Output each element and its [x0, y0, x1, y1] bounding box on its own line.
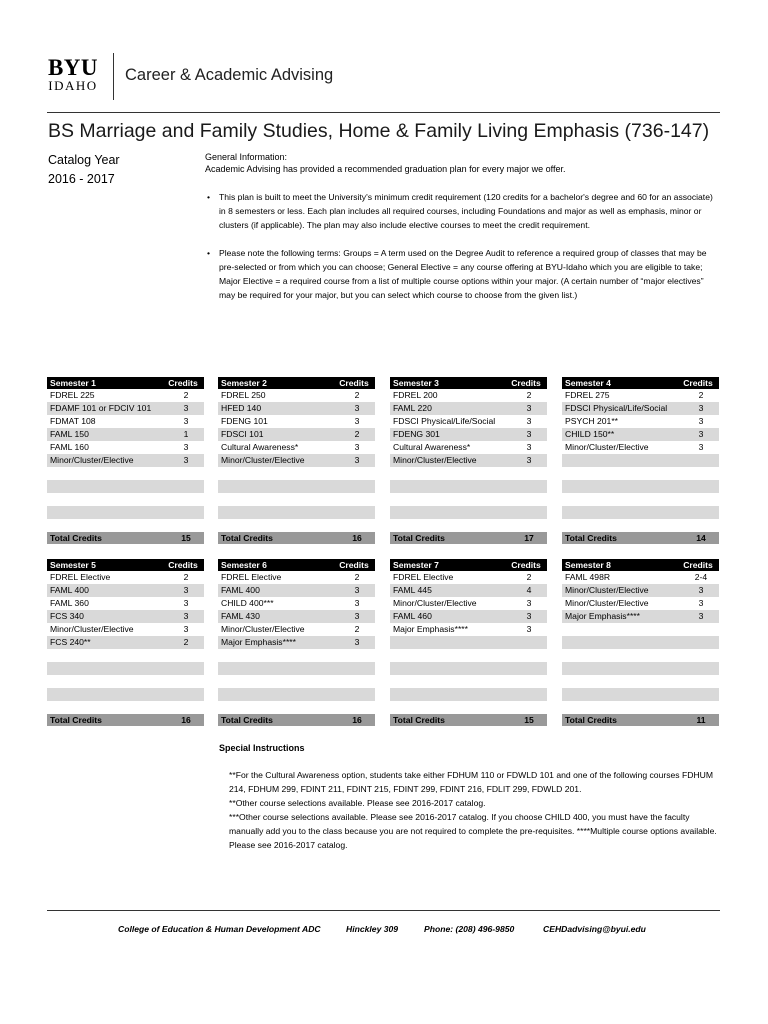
course-row	[562, 701, 719, 714]
course-row	[47, 415, 204, 428]
course-row	[47, 519, 204, 532]
course-name: FDSCI Physical/Life/Social	[565, 403, 668, 413]
semester-block	[47, 559, 204, 725]
course-row	[47, 571, 204, 584]
course-name: FDREL 275	[565, 390, 610, 400]
course-name: PSYCH 201**	[565, 416, 619, 426]
course-credits: 2	[183, 637, 189, 647]
semester-header	[47, 559, 204, 571]
course-row	[218, 441, 375, 454]
course-name: FDREL 250	[221, 390, 266, 400]
course-credits: 3	[354, 611, 360, 621]
course-row	[562, 623, 719, 636]
course-credits: 3	[183, 455, 189, 465]
logo-idaho-text: IDAHO	[48, 78, 98, 93]
course-row	[218, 480, 375, 493]
course-credits: 3	[183, 611, 189, 621]
semester-block	[390, 559, 547, 725]
credits-header: Credits	[168, 560, 198, 570]
course-credits: 3	[354, 416, 360, 426]
course-row	[390, 415, 547, 428]
course-credits: 2	[354, 429, 360, 439]
course-row	[47, 610, 204, 623]
semester-name: Semester 5	[50, 560, 96, 570]
course-row	[218, 571, 375, 584]
course-row	[218, 623, 375, 636]
course-row	[47, 467, 204, 480]
total-credits-value: 14	[696, 533, 706, 543]
course-credits	[686, 662, 716, 675]
course-name: FDENG 301	[393, 429, 440, 439]
course-name: FAML 400	[50, 585, 89, 595]
general-info-title: General Information:	[205, 152, 288, 162]
course-credits	[342, 493, 372, 506]
course-credits	[171, 662, 201, 675]
semester-name: Semester 1	[50, 378, 96, 388]
header-rule	[47, 112, 720, 113]
course-row	[390, 506, 547, 519]
total-credits-value: 16	[181, 715, 191, 725]
course-row	[390, 454, 547, 467]
course-credits	[686, 636, 716, 649]
course-row	[390, 675, 547, 688]
course-credits	[342, 480, 372, 493]
course-credits	[514, 649, 544, 662]
semester-name: Semester 8	[565, 560, 611, 570]
course-row	[390, 519, 547, 532]
course-credits	[686, 675, 716, 688]
course-credits: 2	[354, 624, 360, 634]
course-row	[562, 389, 719, 402]
course-credits	[171, 701, 201, 714]
total-credits-label: Total Credits	[565, 533, 617, 543]
course-credits	[686, 623, 716, 636]
semester-header	[218, 559, 375, 571]
course-name: HFED 140	[221, 403, 262, 413]
course-credits	[342, 701, 372, 714]
course-credits: 3	[698, 611, 704, 621]
course-credits: 3	[698, 403, 704, 413]
course-row	[47, 688, 204, 701]
course-name: FDMAT 108	[50, 416, 96, 426]
credits-header: Credits	[683, 378, 713, 388]
course-row	[218, 415, 375, 428]
course-credits	[514, 662, 544, 675]
course-credits: 2	[526, 572, 532, 582]
course-credits: 3	[183, 416, 189, 426]
course-row	[47, 480, 204, 493]
course-row	[218, 636, 375, 649]
course-row	[218, 675, 375, 688]
course-row	[390, 480, 547, 493]
course-name: Minor/Cluster/Elective	[393, 455, 477, 465]
course-row	[47, 636, 204, 649]
total-credits-value: 15	[181, 533, 191, 543]
semester-header	[218, 377, 375, 389]
total-credits-label: Total Credits	[565, 715, 617, 725]
course-credits: 3	[526, 403, 532, 413]
course-row	[47, 597, 204, 610]
semester-block	[562, 559, 719, 725]
course-credits	[171, 480, 201, 493]
course-credits: 3	[354, 585, 360, 595]
course-credits: 2	[354, 572, 360, 582]
course-row	[218, 519, 375, 532]
byu-idaho-logo	[44, 57, 102, 93]
course-name: Minor/Cluster/Elective	[393, 598, 477, 608]
total-credits-row	[218, 532, 375, 544]
logo-byu-text: BYU	[47, 55, 99, 80]
course-name: FDSCI 101	[221, 429, 264, 439]
special-instructions-title: Special Instructions	[219, 743, 305, 753]
footer-college: College of Education & Human Development ADC	[118, 924, 321, 934]
course-name: Minor/Cluster/Elective	[50, 455, 134, 465]
course-name: FAML 160	[50, 442, 89, 452]
course-name: FAML 498R	[565, 572, 611, 582]
special-instruction-line: **For the Cultural Awareness option, students take either FDHUM 110 or FDWLD 101 and one of the following courses FDHUM 214, FDHUM 299, FDINT 211, FDINT 215, FDINT 299, FDINT 216, FDLIT 299, FDWLD 201.	[229, 770, 714, 794]
special-instructions-body	[229, 768, 719, 852]
department-name: Career & Academic Advising	[125, 66, 334, 84]
course-name: FCS 240**	[50, 637, 91, 647]
course-name: CHILD 150**	[565, 429, 615, 439]
course-row	[390, 597, 547, 610]
course-credits: 4	[526, 585, 532, 595]
course-credits	[171, 493, 201, 506]
course-credits	[171, 649, 201, 662]
course-row	[218, 454, 375, 467]
course-row	[562, 610, 719, 623]
course-name: FAML 400	[221, 585, 260, 595]
course-credits: 3	[526, 598, 532, 608]
course-credits	[514, 636, 544, 649]
semester-header	[390, 377, 547, 389]
course-credits: 3	[526, 416, 532, 426]
course-name: FDREL 200	[393, 390, 438, 400]
credits-header: Credits	[339, 560, 369, 570]
course-row	[562, 402, 719, 415]
course-row	[562, 467, 719, 480]
course-row	[47, 649, 204, 662]
course-credits	[171, 519, 201, 532]
general-info-bullet: • This plan is built to meet the University's minimum credit requirement (120 credits for a bachelor's degree and 60 for an associate) in 8 semesters or less. Each plan includes all required courses, including Foundations and major as well as emphasis, minor or clusters (if applicable). The plan may also include elective courses to meet the credit requirement.	[205, 190, 715, 232]
course-credits: 3	[183, 598, 189, 608]
course-credits	[686, 688, 716, 701]
course-name: CHILD 400***	[221, 598, 274, 608]
course-row	[218, 610, 375, 623]
semester-block	[562, 377, 719, 543]
course-credits: 3	[526, 429, 532, 439]
course-row	[218, 584, 375, 597]
catalog-label: Catalog Year	[48, 153, 120, 167]
course-credits: 3	[354, 598, 360, 608]
course-credits	[342, 506, 372, 519]
course-name: FDAMF 101 or FDCIV 101	[50, 403, 152, 413]
course-name: FDREL Elective	[393, 572, 454, 582]
course-row	[47, 428, 204, 441]
course-row	[47, 454, 204, 467]
semester-block	[218, 559, 375, 725]
course-credits	[686, 506, 716, 519]
semester-block	[390, 377, 547, 543]
course-row	[218, 389, 375, 402]
course-row	[47, 662, 204, 675]
course-credits	[514, 493, 544, 506]
total-credits-row	[562, 532, 719, 544]
course-row	[390, 584, 547, 597]
course-row	[218, 688, 375, 701]
course-name: FAML 430	[221, 611, 260, 621]
course-credits: 3	[183, 624, 189, 634]
total-credits-value: 16	[352, 533, 362, 543]
course-credits	[514, 467, 544, 480]
course-credits	[686, 701, 716, 714]
footer-phone: Phone: (208) 496-9850	[424, 924, 515, 934]
semester-name: Semester 7	[393, 560, 439, 570]
course-credits: 3	[698, 416, 704, 426]
course-row	[562, 519, 719, 532]
course-name: FAML 445	[393, 585, 432, 595]
course-name: Minor/Cluster/Elective	[221, 455, 305, 465]
semester-name: Semester 6	[221, 560, 267, 570]
course-row	[390, 493, 547, 506]
course-credits: 2-4	[694, 572, 708, 582]
total-credits-label: Total Credits	[50, 533, 102, 543]
total-credits-row	[390, 714, 547, 726]
total-credits-row	[47, 714, 204, 726]
total-credits-row	[218, 714, 375, 726]
semester-header	[562, 377, 719, 389]
special-instruction-line: **Other course selections available. Please see 2016-2017 catalog.	[229, 798, 486, 808]
course-name: Minor/Cluster/Elective	[221, 624, 305, 634]
catalog-year: 2016 - 2017	[48, 172, 115, 186]
course-name: Minor/Cluster/Elective	[565, 598, 649, 608]
course-row	[218, 649, 375, 662]
semester-name: Semester 3	[393, 378, 439, 388]
course-credits: 3	[526, 611, 532, 621]
course-row	[218, 597, 375, 610]
course-credits	[171, 688, 201, 701]
semester-name: Semester 2	[221, 378, 267, 388]
course-name: Minor/Cluster/Elective	[50, 624, 134, 634]
course-credits: 3	[526, 624, 532, 634]
course-credits: 3	[183, 403, 189, 413]
course-credits	[686, 480, 716, 493]
course-row	[218, 493, 375, 506]
course-row	[562, 415, 719, 428]
course-credits	[342, 519, 372, 532]
course-row	[47, 441, 204, 454]
course-row	[390, 662, 547, 675]
total-credits-label: Total Credits	[393, 533, 445, 543]
total-credits-label: Total Credits	[221, 715, 273, 725]
course-row	[47, 701, 204, 714]
course-credits: 3	[698, 585, 704, 595]
header-divider	[113, 53, 114, 100]
course-credits	[686, 467, 716, 480]
course-credits: 3	[183, 442, 189, 452]
course-credits	[514, 519, 544, 532]
semester-name: Semester 4	[565, 378, 611, 388]
total-credits-row	[47, 532, 204, 544]
credits-header: Credits	[339, 378, 369, 388]
total-credits-value: 15	[524, 715, 534, 725]
course-row	[562, 584, 719, 597]
course-row	[390, 402, 547, 415]
course-row	[218, 662, 375, 675]
course-row	[218, 467, 375, 480]
course-row	[562, 636, 719, 649]
course-credits: 3	[526, 455, 532, 465]
course-credits: 2	[183, 572, 189, 582]
course-row	[390, 610, 547, 623]
course-row	[47, 584, 204, 597]
course-row	[390, 428, 547, 441]
course-row	[562, 597, 719, 610]
credits-header: Credits	[511, 378, 541, 388]
course-row	[390, 701, 547, 714]
course-name: FAML 460	[393, 611, 432, 621]
course-row	[562, 688, 719, 701]
course-row	[47, 402, 204, 415]
page-title: BS Marriage and Family Studies, Home & Family Living Emphasis (736-147)	[48, 120, 710, 142]
course-row	[562, 480, 719, 493]
course-row	[390, 636, 547, 649]
course-credits	[171, 467, 201, 480]
course-name: FAML 220	[393, 403, 432, 413]
course-name: Cultural Awareness*	[221, 442, 299, 452]
course-credits	[514, 675, 544, 688]
course-credits	[514, 480, 544, 493]
course-credits: 3	[698, 442, 704, 452]
course-name: FDENG 101	[221, 416, 268, 426]
semester-header	[47, 377, 204, 389]
course-name: Major Emphasis****	[393, 624, 468, 634]
semester-header	[562, 559, 719, 571]
course-credits: 3	[526, 442, 532, 452]
course-row	[390, 649, 547, 662]
course-row	[47, 493, 204, 506]
credits-header: Credits	[683, 560, 713, 570]
course-credits	[342, 649, 372, 662]
total-credits-value: 17	[524, 533, 534, 543]
total-credits-row	[562, 714, 719, 726]
semester-block	[218, 377, 375, 543]
semester-header	[390, 559, 547, 571]
course-credits	[686, 454, 716, 467]
general-info-intro: Academic Advising has provided a recommended graduation plan for every major we offer.	[205, 164, 566, 174]
course-row	[218, 428, 375, 441]
course-credits: 2	[183, 390, 189, 400]
course-name: Minor/Cluster/Elective	[565, 585, 649, 595]
course-credits: 2	[698, 390, 704, 400]
course-row	[390, 688, 547, 701]
course-row	[562, 506, 719, 519]
course-name: FDREL 225	[50, 390, 95, 400]
footer-rule	[47, 910, 720, 911]
course-credits	[686, 493, 716, 506]
course-row	[562, 571, 719, 584]
footer-office: Hinckley 309	[346, 924, 399, 934]
course-credits	[171, 506, 201, 519]
course-credits	[686, 649, 716, 662]
general-info-bullet: • Please note the following terms: Groups = A term used on the Degree Audit to reference a required group of classes that may be pre-selected or from which you can choose; General Elective = any course offering at BYU-Idaho which you are eligible to take; Major Elective = a required course from a list of multiple course options within your major. (A certain number of “major electives” may be required for your major, but you can select which course to choose from the given list.)	[205, 246, 715, 302]
course-name: FCS 340	[50, 611, 84, 621]
course-credits: 3	[698, 598, 704, 608]
course-credits: 3	[354, 455, 360, 465]
course-credits	[342, 675, 372, 688]
course-credits	[514, 688, 544, 701]
course-credits	[686, 519, 716, 532]
course-row	[218, 506, 375, 519]
course-credits: 2	[526, 390, 532, 400]
course-credits	[342, 688, 372, 701]
course-row	[390, 467, 547, 480]
total-credits-label: Total Credits	[221, 533, 273, 543]
course-credits: 1	[183, 429, 189, 439]
course-row	[47, 389, 204, 402]
credits-header: Credits	[168, 378, 198, 388]
course-row	[562, 662, 719, 675]
total-credits-label: Total Credits	[393, 715, 445, 725]
course-row	[47, 675, 204, 688]
course-credits	[514, 701, 544, 714]
course-name: Major Emphasis****	[221, 637, 296, 647]
course-credits: 3	[698, 429, 704, 439]
credits-header: Credits	[511, 560, 541, 570]
course-row	[562, 493, 719, 506]
course-credits	[514, 506, 544, 519]
course-credits	[171, 675, 201, 688]
course-row	[47, 506, 204, 519]
course-credits: 3	[354, 442, 360, 452]
course-row	[218, 701, 375, 714]
total-credits-row	[390, 532, 547, 544]
course-row	[218, 402, 375, 415]
course-name: Cultural Awareness*	[393, 442, 471, 452]
course-row	[390, 571, 547, 584]
course-credits: 3	[183, 585, 189, 595]
semester-block	[47, 377, 204, 543]
course-row	[562, 441, 719, 454]
footer-email[interactable]: CEHDadvising@byui.edu	[543, 924, 646, 934]
course-row	[562, 428, 719, 441]
course-name: Minor/Cluster/Elective	[565, 442, 649, 452]
course-credits	[342, 662, 372, 675]
course-credits: 2	[354, 390, 360, 400]
course-row	[390, 441, 547, 454]
course-name: FDREL Elective	[50, 572, 111, 582]
course-name: FDREL Elective	[221, 572, 282, 582]
total-credits-value: 16	[352, 715, 362, 725]
course-row	[562, 675, 719, 688]
course-credits: 3	[354, 403, 360, 413]
course-row	[562, 454, 719, 467]
total-credits-value: 11	[696, 715, 706, 725]
course-name: FAML 150	[50, 429, 89, 439]
course-name: FDSCI Physical/Life/Social	[393, 416, 496, 426]
course-row	[562, 649, 719, 662]
course-row	[390, 623, 547, 636]
total-credits-label: Total Credits	[50, 715, 102, 725]
special-instruction-line: ***Other course selections available. Please see 2016-2017 catalog. If you choose CHILD 400, you must have the faculty manually add you to the class because you are not required to complete the pre-requisites. ****Multiple course options available. Please see 2016-2017 catalog.	[229, 812, 717, 850]
course-credits: 3	[354, 637, 360, 647]
course-row	[390, 389, 547, 402]
course-row	[47, 623, 204, 636]
course-name: Major Emphasis****	[565, 611, 640, 621]
course-credits	[342, 467, 372, 480]
course-name: FAML 360	[50, 598, 89, 608]
